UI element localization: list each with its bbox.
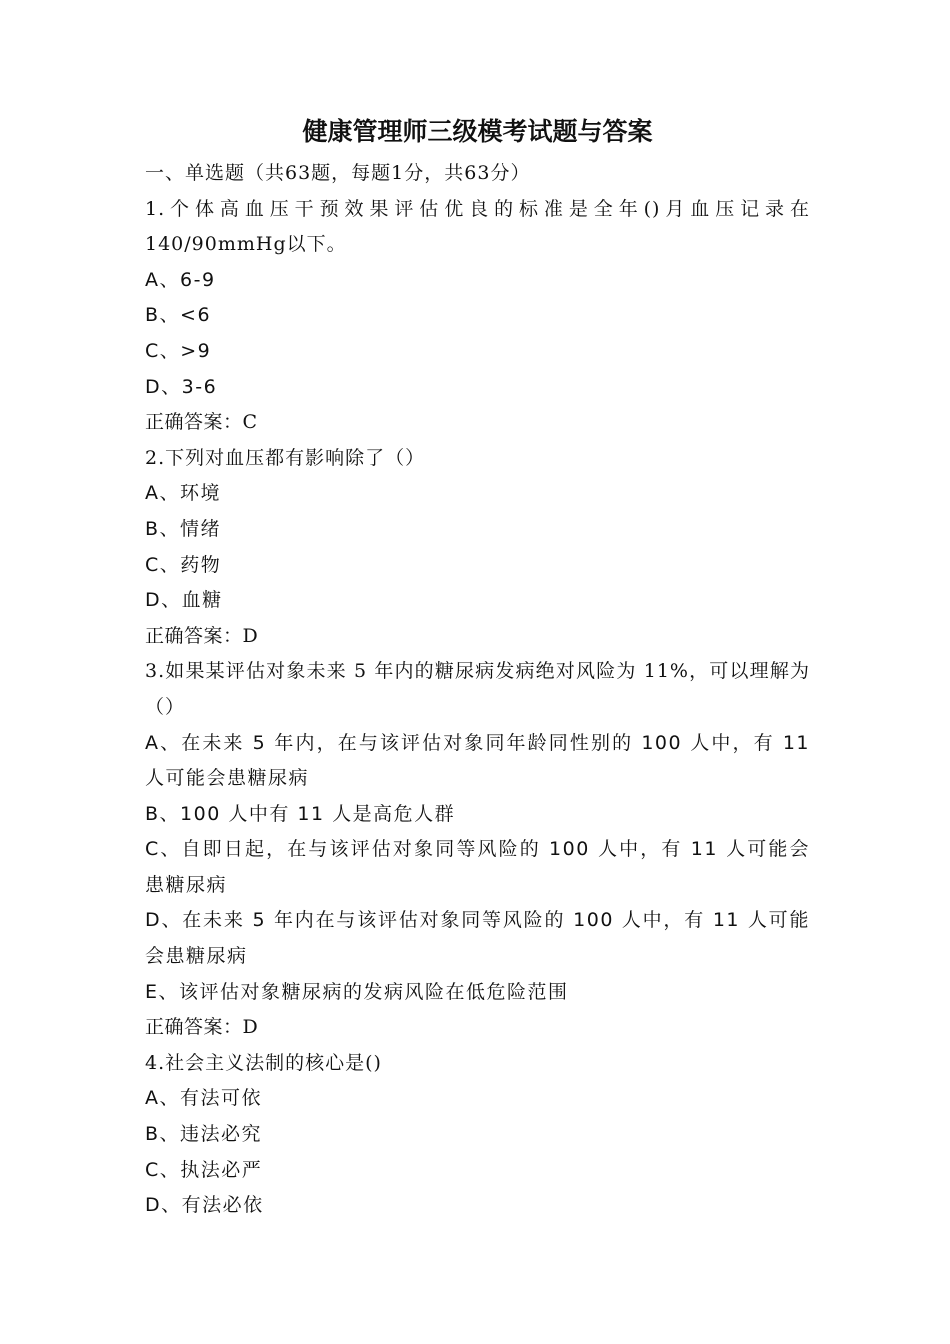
question-4: [145, 1046, 810, 1224]
option-d: D、在未来 5 年内在与该评估对象同等风险的 100 人中，有 11 人可能会患糖尿病: [145, 909, 810, 968]
question-text: 2.下列对血压都有影响除了（）: [145, 446, 426, 469]
option-e: E、该评估对象糖尿病的发病风险在低危险范围: [145, 980, 569, 1003]
option-b: B、违法必究: [145, 1123, 263, 1146]
question-text: 4.社会主义法制的核心是(): [145, 1051, 382, 1074]
option-a: A、6-9: [145, 268, 216, 291]
question-2: [145, 441, 810, 655]
option-c: C、自即日起，在与该评估对象同等风险的 100 人中，有 11 人可能会患糖尿病: [145, 838, 810, 896]
question-1: [145, 192, 810, 441]
document-page: [145, 112, 810, 1224]
section-heading: 一、单选题（共63题，每题1分，共63分）: [145, 162, 531, 184]
correct-answer: 正确答案：D: [145, 1016, 259, 1039]
option-b: B、情绪: [145, 517, 222, 540]
question-text: 3.如果某评估对象未来 5 年内的糖尿病发病绝对风险为 11%，可以理解为（）: [145, 660, 810, 718]
option-c: C、>9: [145, 339, 212, 362]
option-c: C、药物: [145, 553, 222, 576]
document-title: 健康管理师三级模考试题与答案: [302, 117, 653, 146]
option-b: B、<6: [145, 304, 212, 327]
question-3: [145, 654, 810, 1046]
correct-answer: 正确答案：D: [145, 624, 259, 647]
option-d: D、血糖: [145, 589, 223, 612]
option-c: C、执法必严: [145, 1158, 263, 1181]
option-a: A、有法可依: [145, 1087, 262, 1110]
option-a: A、在未来 5 年内，在与该评估对象同年龄同性别的 100 人中，有 11 人可能会患糖尿病: [145, 731, 810, 790]
option-b: B、100 人中有 11 人是高危人群: [145, 802, 456, 825]
correct-answer: 正确答案：C: [145, 411, 258, 434]
question-text: 1.个体高血压干预效果评估优良的标准是全年()月血压记录在140/90mmHg以下。: [145, 197, 810, 256]
option-a: A、环境: [145, 482, 221, 505]
option-d: D、有法必依: [145, 1194, 264, 1217]
option-d: D、3-6: [145, 375, 218, 398]
